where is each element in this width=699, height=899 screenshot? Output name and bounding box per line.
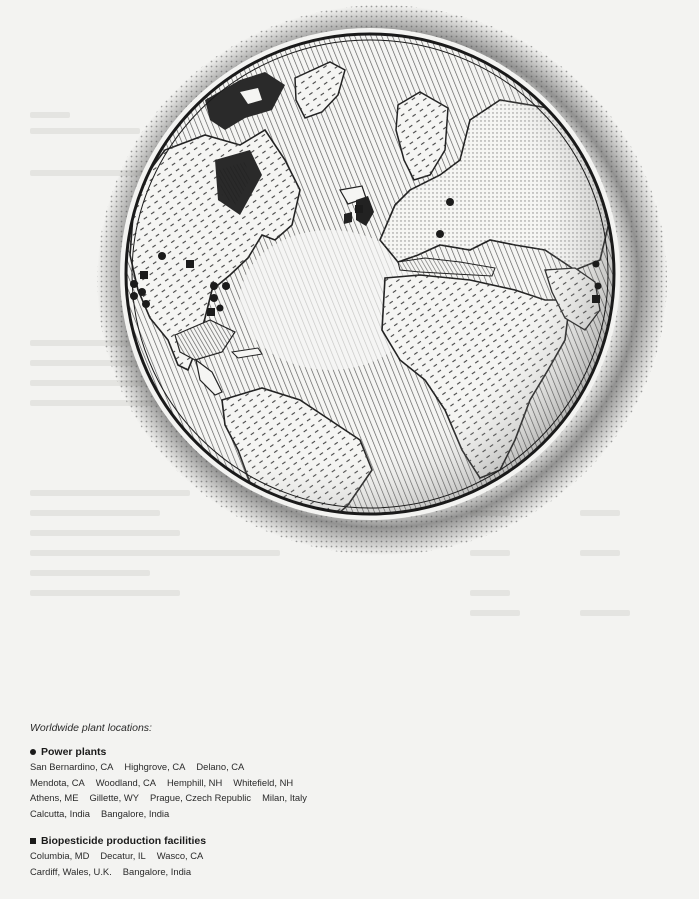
location-name: Bangalore, India: [122, 865, 192, 877]
location-name: Whitefield, NH: [233, 776, 294, 788]
location-name: Mendota, CA: [30, 776, 85, 788]
square-marker-icon: [30, 838, 36, 844]
power-plants-heading-text: Power plants: [41, 745, 107, 758]
location-row: [30, 759, 450, 775]
location-name: Decatur, IL: [100, 850, 146, 862]
circle-marker-icon: [30, 749, 36, 755]
location-name: Prague, Czech Republic: [149, 792, 252, 804]
location-name: San Bernardino, CA: [30, 761, 114, 772]
location-name: Calcutta, India: [30, 807, 90, 819]
location-name: Highgrove, CA: [124, 761, 186, 772]
location-row: [30, 848, 450, 864]
location-name: Wasco, CA: [156, 850, 204, 862]
power-plants-group: [30, 744, 450, 821]
biopesticide-heading: [30, 833, 450, 848]
location-name: Cardiff, Wales, U.K.: [30, 865, 112, 877]
biopesticide-heading-text: Biopesticide production facilities: [41, 834, 207, 847]
power-plants-heading: [30, 744, 450, 759]
location-row: [30, 864, 450, 880]
location-name: Milan, Italy: [262, 792, 307, 804]
location-row: [30, 775, 450, 791]
legend-title: Worldwide plant locations:: [30, 722, 152, 734]
location-name: Hemphill, NH: [167, 776, 223, 788]
location-name: Athens, ME: [30, 792, 79, 804]
plant-locations-legend: [30, 722, 450, 892]
location-name: Bangalore, India: [100, 807, 170, 819]
biopesticide-group: [30, 833, 450, 879]
location-name: Columbia, MD: [30, 850, 90, 862]
location-name: Delano, CA: [196, 761, 245, 772]
location-row: [30, 806, 450, 822]
location-name: Woodland, CA: [95, 776, 156, 788]
location-name: Gillette, WY: [89, 792, 139, 804]
location-row: [30, 790, 450, 806]
